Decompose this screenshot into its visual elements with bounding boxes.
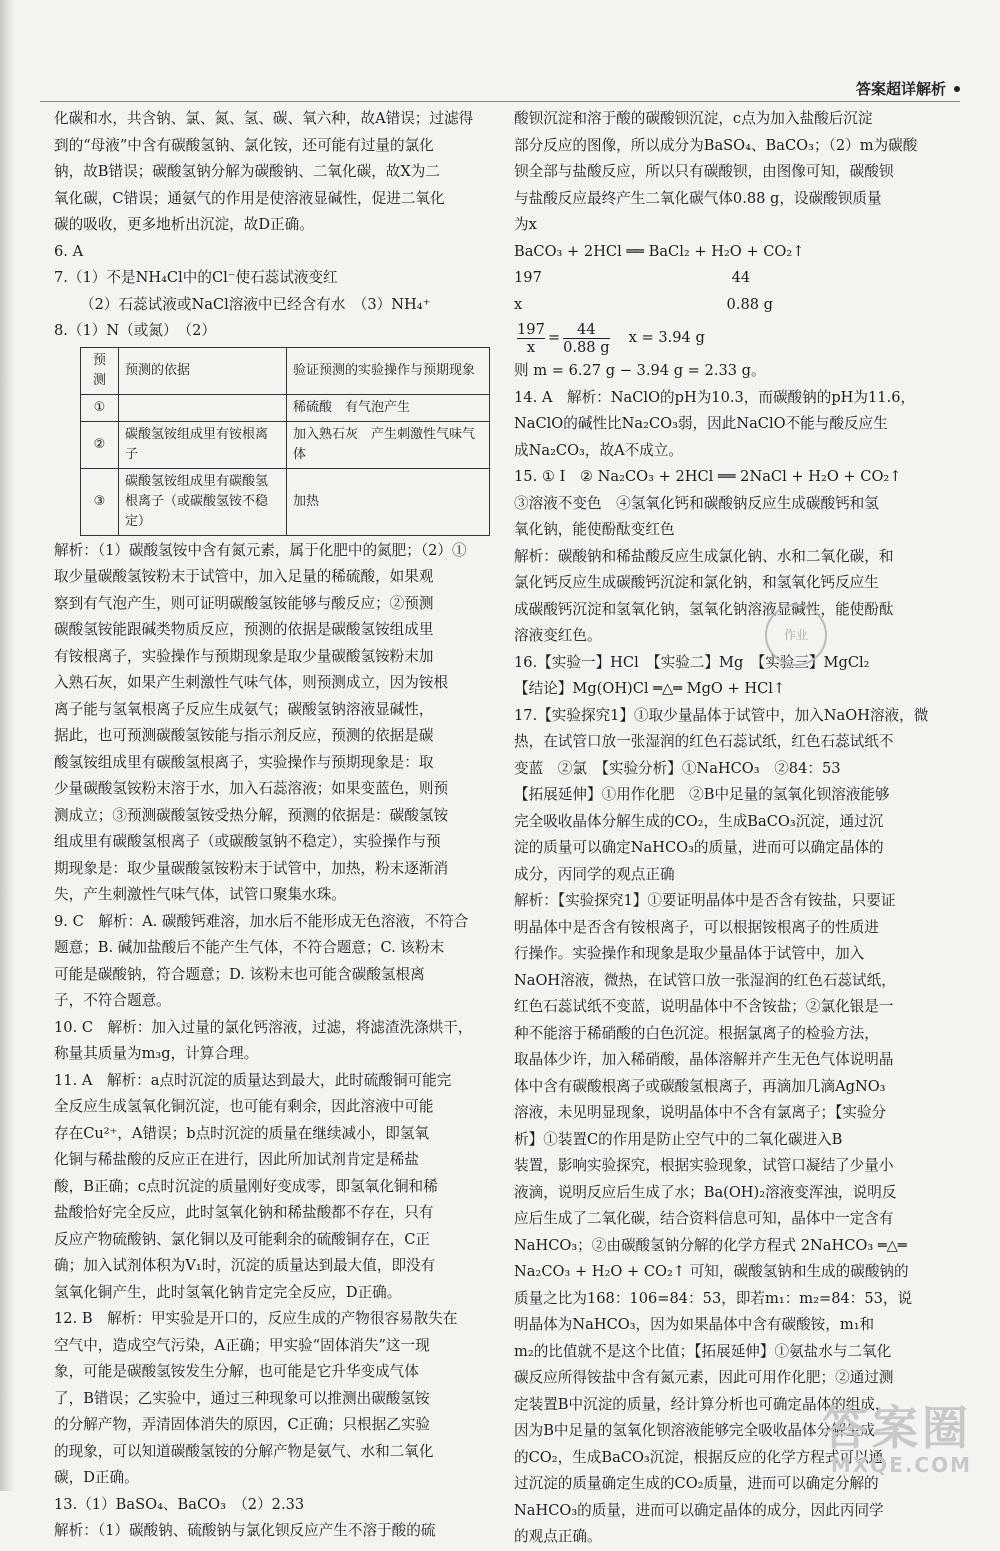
table-cell: ③: [81, 468, 119, 535]
text-line: 过沉淀的质量确定生成的CO₂质量，进而可以确定分解的: [514, 1475, 879, 1492]
equals-sign: =: [547, 328, 561, 346]
text-line: 液滴，说明反应后生成了水；Ba(OH)₂溶液变浑浊，说明反: [514, 1183, 897, 1201]
text-line: 有铵根离子，实验操作与预期现象是取少量碳酸氢铵粉末加: [54, 647, 434, 665]
text-line: 行操作。实验操作和现象是取少量晶体于试管中，加入: [514, 945, 865, 962]
text-line: 12. B 解析：甲实验是开口的，反应生成的产物很容易散失在: [54, 1310, 458, 1327]
text-line: 碳的吸收，更多地析出沉淀，故D正确。: [54, 216, 314, 233]
header-dot-icon: [954, 86, 960, 92]
text-line: 据此，也可预测碳酸氢铵能与指示剂反应，预测的依据是碳: [54, 727, 434, 744]
text-line: 【拓展延伸】①用作化肥 ②B中足量的氢氧化钡溶液能够: [514, 786, 890, 803]
text-line: 氯化钙反应生成碳酸钙沉淀和氯化钠，和氢氧化钙反应生: [514, 574, 879, 591]
table-row: [81, 421, 490, 468]
page-header: [40, 78, 960, 102]
table-cell: 加入熟石灰 产生刺激性气味气体: [287, 421, 490, 468]
text-line: 解析：碳酸钠和稀盐酸反应生成氯化钠、水和二氧化碳，和: [514, 547, 894, 565]
table-cell: 碳酸氢铵组成里有铵根离子: [119, 421, 287, 468]
table-header-cell: 验证预测的实验操作与预期现象: [287, 347, 490, 394]
text-line: 溶液，未见明显现象，说明晶体中不含有氯离子；【实验分: [514, 1104, 887, 1121]
text-line: NaClO的碱性比Na₂CO₃弱，因此NaClO不能与酸反应生: [514, 415, 888, 432]
text-line: 成Na₂CO₃，故A不成立。: [514, 441, 683, 459]
text-line: 体中含有碳酸根离子或碳酸氢根离子，再滴加几滴AgNO₃: [514, 1077, 886, 1095]
text-line: NaOH溶液，微热，在试管口放一张湿润的红色石蕊试纸，: [514, 971, 896, 989]
fraction-denominator: 0.88 g: [563, 338, 610, 356]
table-row: [81, 394, 490, 421]
text-line: 氧化碳，C错误；通氨气的作用是使溶液显碱性，促进二氧化: [54, 189, 445, 207]
text-line: 碳酸氢铵能跟碱类物质反应，预测的依据是碳酸氢铵组成里: [54, 621, 434, 638]
right-column: [514, 106, 962, 1551]
text-line: 变蓝 ②氯 【实验分析】①NaHCO₃ ②84：53: [514, 759, 841, 777]
left-analysis-block: [54, 538, 494, 1545]
text-line: 离子能与氢氧根离子反应生成氨气；碳酸氢钠溶液显碱性，: [54, 700, 434, 718]
text-line: 应后生成了二氧化碳，结合资料信息可知，晶体中一定含有: [514, 1210, 894, 1227]
text-line: 部分反应的图像，所以成分为BaSO₄、BaCO₃；（2）m为碳酸: [514, 136, 918, 154]
table-header-row: [81, 347, 490, 394]
table-header-cell: 预测的依据: [119, 347, 287, 394]
text-line: 酸，B正确；c点时沉淀的质量刚好变成零，即氢氧化铜和稀: [54, 1177, 438, 1195]
text-line: 定装置B中沉淀的质量，经计算分析也可确定晶体的组成，: [514, 1395, 890, 1413]
text-line: 淀的质量可以确定NaHCO₃的质量，进而可以确定晶体的: [514, 839, 884, 856]
left-column: [54, 106, 494, 1545]
homework-stamp: [765, 604, 827, 666]
text-line: 11. A 解析：a点时沉淀的质量达到最大，此时硫酸铜可能完: [54, 1071, 452, 1089]
text-line: 空气中，造成空气污染，A正确；甲实验“固体消失”这一现: [54, 1336, 430, 1354]
text-line: 析】①装置C的作用是防止空气中的二氧化碳进入B: [514, 1130, 843, 1148]
stamp-text: 作业: [783, 628, 808, 642]
table-cell: ②: [81, 421, 119, 468]
text-line: 的现象，可以知道碳酸氢铵的分解产物是氨气、水和二氧化: [54, 1442, 434, 1460]
text-line: 则 m = 6.27 g − 3.94 g = 2.33 g。: [514, 362, 766, 379]
text-line: 氧化钠，能使酚酞变红色: [514, 521, 675, 538]
text-line: 反应产物硫酸钠、氯化铜以及可能剩余的硫酸铜存在，C正: [54, 1230, 431, 1248]
text-line: 碳反应所得铵盐中含有氮元素，因此可用作化肥；②通过测: [514, 1369, 894, 1386]
table-cell: 稀硫酸 有气泡产生: [287, 394, 490, 421]
text-line: m₂的比值就不是这个比值；【拓展延伸】①氨盐水与二氧化: [514, 1342, 892, 1360]
text-line: 9. C 解析：A. 碳酸钙难溶，加水后不能形成无色溶液，不符合: [54, 912, 469, 930]
text-line: 钠，故B错误；碳酸氢钠分解为碳酸钠、二氧化碳，故X为二: [54, 163, 440, 180]
text-line: 酸钡沉淀和溶于酸的碳酸钡沉淀，c点为加入盐酸后沉淀: [514, 110, 873, 127]
text-line: 与盐酸反应最终产生二氧化碳气体0.88 g，设碳酸钡质量: [514, 189, 882, 207]
text-line: 了，B错误；乙实验中，通过三种现象可以推测出碳酸氢铵: [54, 1389, 430, 1407]
text-line: 解析：（1）碳酸钠、硫酸钠与氯化钡反应产生不溶于酸的硫: [54, 1522, 436, 1539]
text-line: 解析：【实验探究1】①要证明晶体中是否含有铵盐，只要证: [514, 892, 896, 909]
text-line: 的分解产物，弄清固体消失的原因，C正确；只根据乙实验: [54, 1416, 431, 1433]
text-line: 组成里有碳酸氢根离子（或碳酸氢钠不稳定），实验操作与预: [54, 833, 441, 850]
equation-line: BaCO₃ + 2HCl ══ BaCl₂ + H₂O + CO₂↑: [514, 242, 805, 260]
text-line: 13.（1）BaSO₄、BaCO₃ （2）2.33: [54, 1495, 305, 1513]
text-line: 察到有气泡产生，则可证明碳酸氢铵能够与酸反应；②预测: [54, 594, 434, 612]
text-line: 成碳酸钙沉淀和氢氧化钠，氢氧化钠溶液显碱性，能使酚酞: [514, 600, 894, 618]
text-line: 完全吸收晶体分解生成的CO₂，生成BaCO₃沉淀，通过沉: [514, 812, 884, 830]
answer-6: 6. A: [54, 242, 84, 260]
watermark-url: MXQE.COM: [830, 1453, 972, 1477]
text-line: 种不能溶于稀硝酸的白色沉淀。根据氯离子的检验方法，: [514, 1024, 879, 1042]
text-line: 入熟石灰，如果产生刺激性气味气体，则预测成立，因为铵根: [54, 674, 449, 691]
fraction: [517, 321, 545, 356]
text-line: 装置，影响实验探究，根据实验现象，试管口凝结了少量小: [514, 1157, 894, 1174]
text-line: 17.【实验探究1】①取少量晶体于试管中，加入NaOH溶液，微: [514, 706, 929, 724]
text-line: 16.【实验一】HCl 【实验二】Mg 【实验三】MgCl₂: [514, 653, 870, 671]
text-line: ③溶液不变色 ④氢氧化钙和碳酸钠反应生成碳酸钙和氢: [514, 494, 879, 512]
table-cell: [119, 394, 287, 421]
text-line: 化铜与稀盐酸的反应正在进行，因此所加试剂肯定是稀盐: [54, 1151, 419, 1168]
text-line: 子，不符合题意。: [54, 992, 171, 1009]
text-line: 碳，D正确。: [54, 1469, 139, 1486]
fraction-result: x = 3.94 g: [628, 328, 705, 346]
text-line: 存在Cu²⁺，A错误；b点时沉淀的质量在继续减小，即氢氧: [54, 1124, 430, 1142]
header-title: 答案超详解析: [855, 80, 946, 98]
text-line: 取少量碳酸氢铵粉末于试管中，加入足量的稀硫酸，如果观: [54, 568, 434, 585]
text-line: 酸氢铵组成里有碳酸氢根离子，实验操作与预期现象是：取: [54, 753, 434, 771]
text-line: 质量之比为168：106=84：53，即若m₁：m₂=84：53，说: [514, 1289, 913, 1307]
fraction-denominator: x: [526, 338, 536, 356]
text-line: 15. ① Ⅰ ② Na₂CO₃ + 2HCl ══ 2NaCl + H₂O + CO₂↑: [514, 468, 902, 485]
text-line: 失，产生刺激性气味气体，试管口聚集水珠。: [54, 886, 346, 903]
answer-7: 7.（1）不是NH₄Cl中的Cl⁻使石蕊试液变红: [54, 269, 338, 286]
text-line: 化碳和水，共含钠、氯、氮、氢、碳、氧六种，故A错误；过滤得: [54, 110, 474, 127]
answer-8: 8.（1）N（或氮） （2）: [54, 322, 217, 339]
text-line: Na₂CO₃ + H₂O + CO₂↑ 可知，碳酸氢钠和生成的碳酸钠的: [514, 1263, 909, 1280]
answer-7-cont: （2）石蕊试液或NaCl溶液中已经含有水 （3）NH₄⁺: [80, 295, 431, 313]
equation-mass-line: x 0.88 g: [514, 295, 774, 313]
text-line: 10. C 解析：加入过量的氯化钙溶液，过滤，将滤渣洗涤烘干，: [54, 1018, 473, 1036]
text-line: 钡全部与盐酸反应，所以只有碳酸钡，由图像可知，碳酸钡: [514, 163, 894, 180]
text-line: 【结论】Mg(OH)Cl ═△═ MgO + HCl↑: [514, 680, 786, 697]
table-cell: 碳酸氢铵组成里有碳酸氢根离子（或碳酸氢铵不稳定）: [119, 468, 287, 535]
fraction-numerator: 197: [517, 320, 545, 338]
text-line: 少量碳酸氢铵粉末溶于水，加入石蕊溶液；如果变蓝色，则预: [54, 780, 449, 797]
text-line: 确；加入试剂体积为V₁时，沉淀的质量达到最大值，即没有: [54, 1257, 436, 1274]
text-line: 题意；B. 碱加盐酸后不能产生气体，不符合题意；C. 该粉末: [54, 939, 445, 956]
text-line: 14. A 解析：NaClO的pH为10.3，而碳酸钠的pH为11.6，: [514, 388, 916, 406]
text-line: 明晶体为NaHCO₃，因为如果晶体中含有碳酸铵，m₁和: [514, 1316, 875, 1333]
text-line: 成分，丙同学的观点正确: [514, 865, 675, 883]
text-line: 明晶体中是否含有铵根离子，可以根据铵根离子的性质进: [514, 918, 879, 936]
text-line: NaHCO₃；②由碳酸氢钠分解的化学方程式 2NaHCO₃ ═△═: [514, 1236, 907, 1254]
proportion-equation: [514, 318, 962, 358]
text-line: 红色石蕊试纸不变蓝，说明晶体中不含铵盐；②氯化银是一: [514, 998, 894, 1015]
text-line: 氢氧化铜产生，此时氢氧化钠肯定完全反应，D正确。: [54, 1283, 402, 1301]
page-binding-shadow: [0, 0, 14, 1491]
equation-mass-line: 197 44: [514, 269, 751, 286]
text-line: 称量其质量为m₃g，计算合理。: [54, 1045, 259, 1062]
text-line: 取晶体少许，加入稀硝酸，晶体溶解并产生无色气体说明晶: [514, 1051, 894, 1068]
text-line: 为x: [514, 216, 537, 233]
text-line: 期现象是：取少量碳酸氢铵粉末于试管中，加热，粉末逐渐消: [54, 859, 449, 877]
table-cell: ①: [81, 394, 119, 421]
text-line: 测成立；③预测碳酸氢铵受热分解，预测的依据是：碳酸氢铵: [54, 806, 449, 824]
text-line: 到的“母液”中含有碳酸氢钠、氯化铵，还可能有过量的氯化: [54, 136, 434, 154]
text-line: 象，可能是碳酸氢铵发生分解，也可能是它升华变成气体: [54, 1363, 419, 1380]
table-row: [81, 468, 490, 535]
watermark: [822, 1403, 972, 1477]
watermark-logo-text: 答案圈: [822, 1401, 972, 1455]
text-line: NaHCO₃的质量，进而可以确定晶体的成分，因此丙同学: [514, 1501, 884, 1519]
text-line: 热，在试管口放一张湿润的红色石蕊试纸，红色石蕊试纸不: [514, 733, 894, 750]
text-line: 解析：（1）碳酸氢铵中含有氮元素，属于化肥中的氮肥；（2）①: [54, 541, 467, 559]
right-analysis-block: [514, 358, 962, 1551]
text-line: 溶液变红色。: [514, 627, 602, 644]
text-line: 盐酸恰好完全反应，此时氢氧化钠和稀盐酸都不存在，只有: [54, 1204, 434, 1221]
fraction: [563, 321, 609, 356]
fraction-numerator: 44: [563, 321, 609, 339]
text-line: 因为B中足量的氢氧化钡溶液能够完全吸收晶体分解生成: [514, 1422, 875, 1439]
text-line: 全反应生成氢氧化铜沉淀，也可能有剩余，因此溶液中可能: [54, 1098, 434, 1115]
table-cell: 加热: [287, 468, 490, 535]
text-line: 的CO₂，生成BaCO₃沉淀，根据反应的化学方程式可以通: [514, 1448, 884, 1466]
prediction-table: [80, 347, 490, 536]
table-header-cell: 预测: [81, 347, 119, 394]
text-line: 的观点正确。: [514, 1528, 602, 1545]
text-line: 可能是碳酸钠，符合题意；D. 该粉末也可能含碳酸氢根离: [54, 965, 425, 983]
